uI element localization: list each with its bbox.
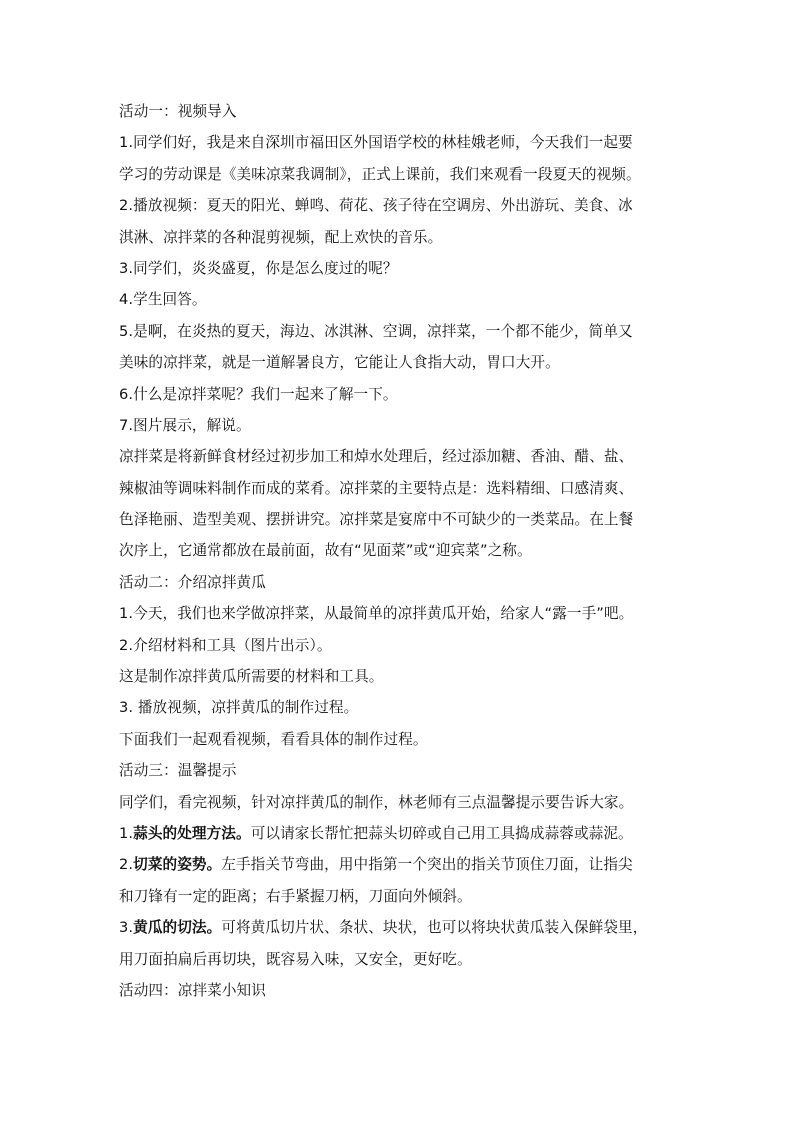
tip-text: 左手指关节弯曲，用中指第一个突出的指关节顶住刀面，让指尖 (221, 856, 633, 874)
paragraph-line: 7.图片展示，解说。 (119, 416, 251, 434)
paragraph-line: 学习的劳动课是《美味凉菜我调制》，正式上课前，我们来观看一段夏天的视频。 (119, 165, 641, 183)
tip-2-continued: 和刀锋有一定的距离；右手紧握刀柄，刀面向外倾斜。 (119, 887, 472, 905)
tip-number: 3. (119, 919, 134, 937)
paragraph-line: 2.播放视频：夏天的阳光、蝉鸣、荷花、孩子待在空调房、外出游玩、美食、冰 (119, 197, 633, 215)
tip-number: 2. (119, 856, 134, 874)
tip-2 (119, 849, 679, 880)
paragraph-line: 3.同学们，炎炎盛夏，你是怎么度过的呢？ (119, 259, 398, 277)
tip-text: 可将黄瓜切片状、条状、块状，也可以将块状黄瓜装入保鲜袋里， (221, 919, 648, 937)
tip-3 (119, 912, 679, 943)
section-heading-activity-1: 活动一：视频导入 (119, 103, 237, 120)
paragraph-line: 美味的凉拌菜，就是一道解暑良方，它能让人食指大动，胃口大开。 (119, 354, 560, 372)
paragraph-line: 下面我们一起观看视频，看看具体的制作过程。 (119, 730, 428, 748)
tip-text: 可以请家长帮忙把蒜头切碎或自己用工具捣成蒜蓉或蒜泥。 (250, 824, 633, 842)
paragraph-line: 辣椒油等调味料制作而成的菜肴。凉拌菜的主要特点是：选料精细、口感清爽、 (119, 479, 634, 497)
paragraph-line: 色泽艳丽、造型美观、摆拼讲究。凉拌菜是宴席中不可缺少的一类菜品。在上餐 (119, 511, 634, 529)
document-body (119, 96, 679, 1006)
paragraph-line: 淇淋、凉拌菜的各种混剪视频，配上欢快的音乐。 (119, 228, 443, 246)
paragraph-line: 这是制作凉拌黄瓜所需要的材料和工具。 (119, 668, 384, 686)
paragraph-line: 6.什么是凉拌菜呢？我们一起来了解一下。 (119, 385, 398, 403)
tip-1 (119, 818, 679, 849)
tip-title: 切菜的姿势。 (133, 856, 222, 874)
paragraph-line: 2.介绍材料和工具（图片出示）。 (119, 636, 332, 654)
tip-title: 黄瓜的切法。 (133, 919, 222, 937)
tip-title: 蒜头的处理方法。 (133, 824, 251, 842)
section-heading-activity-3: 活动三：温馨提示 (119, 762, 237, 780)
paragraph-line: 1.同学们好，我是来自深圳市福田区外国语学校的林桂娥老师，今天我们一起要 (119, 134, 633, 152)
section-heading-activity-2: 活动二：介绍凉拌黄瓜 (119, 573, 266, 591)
paragraph-line: 凉拌菜是将新鲜食材经过初步加工和焯水处理后，经过添加糖、香油、醋、盐、 (119, 448, 634, 466)
paragraph-line: 4.学生回答。 (119, 291, 207, 309)
paragraph-line: 同学们，看完视频，针对凉拌黄瓜的制作，林老师有三点温馨提示要告诉大家。 (119, 793, 634, 811)
paragraph-line: 5.是啊，在炎热的夏天，海边、冰淇淋、空调，凉拌菜，一个都不能少，简单又 (119, 322, 633, 340)
paragraph-line: 3. 播放视频，凉拌黄瓜的制作过程。 (119, 699, 359, 717)
tip-number: 1. (119, 824, 134, 842)
tip-3-continued: 用刀面拍扁后再切块，既容易入味，又安全，更好吃。 (119, 950, 472, 968)
paragraph-line: 次序上，它通常都放在最前面，故有“见面菜”或“迎宾菜”之称。 (119, 542, 532, 560)
paragraph-line: 1.今天，我们也来学做凉拌菜，从最简单的凉拌黄瓜开始，给家人“露一手”吧。 (119, 605, 634, 623)
section-heading-activity-4: 活动四：凉拌菜小知识 (119, 981, 266, 999)
